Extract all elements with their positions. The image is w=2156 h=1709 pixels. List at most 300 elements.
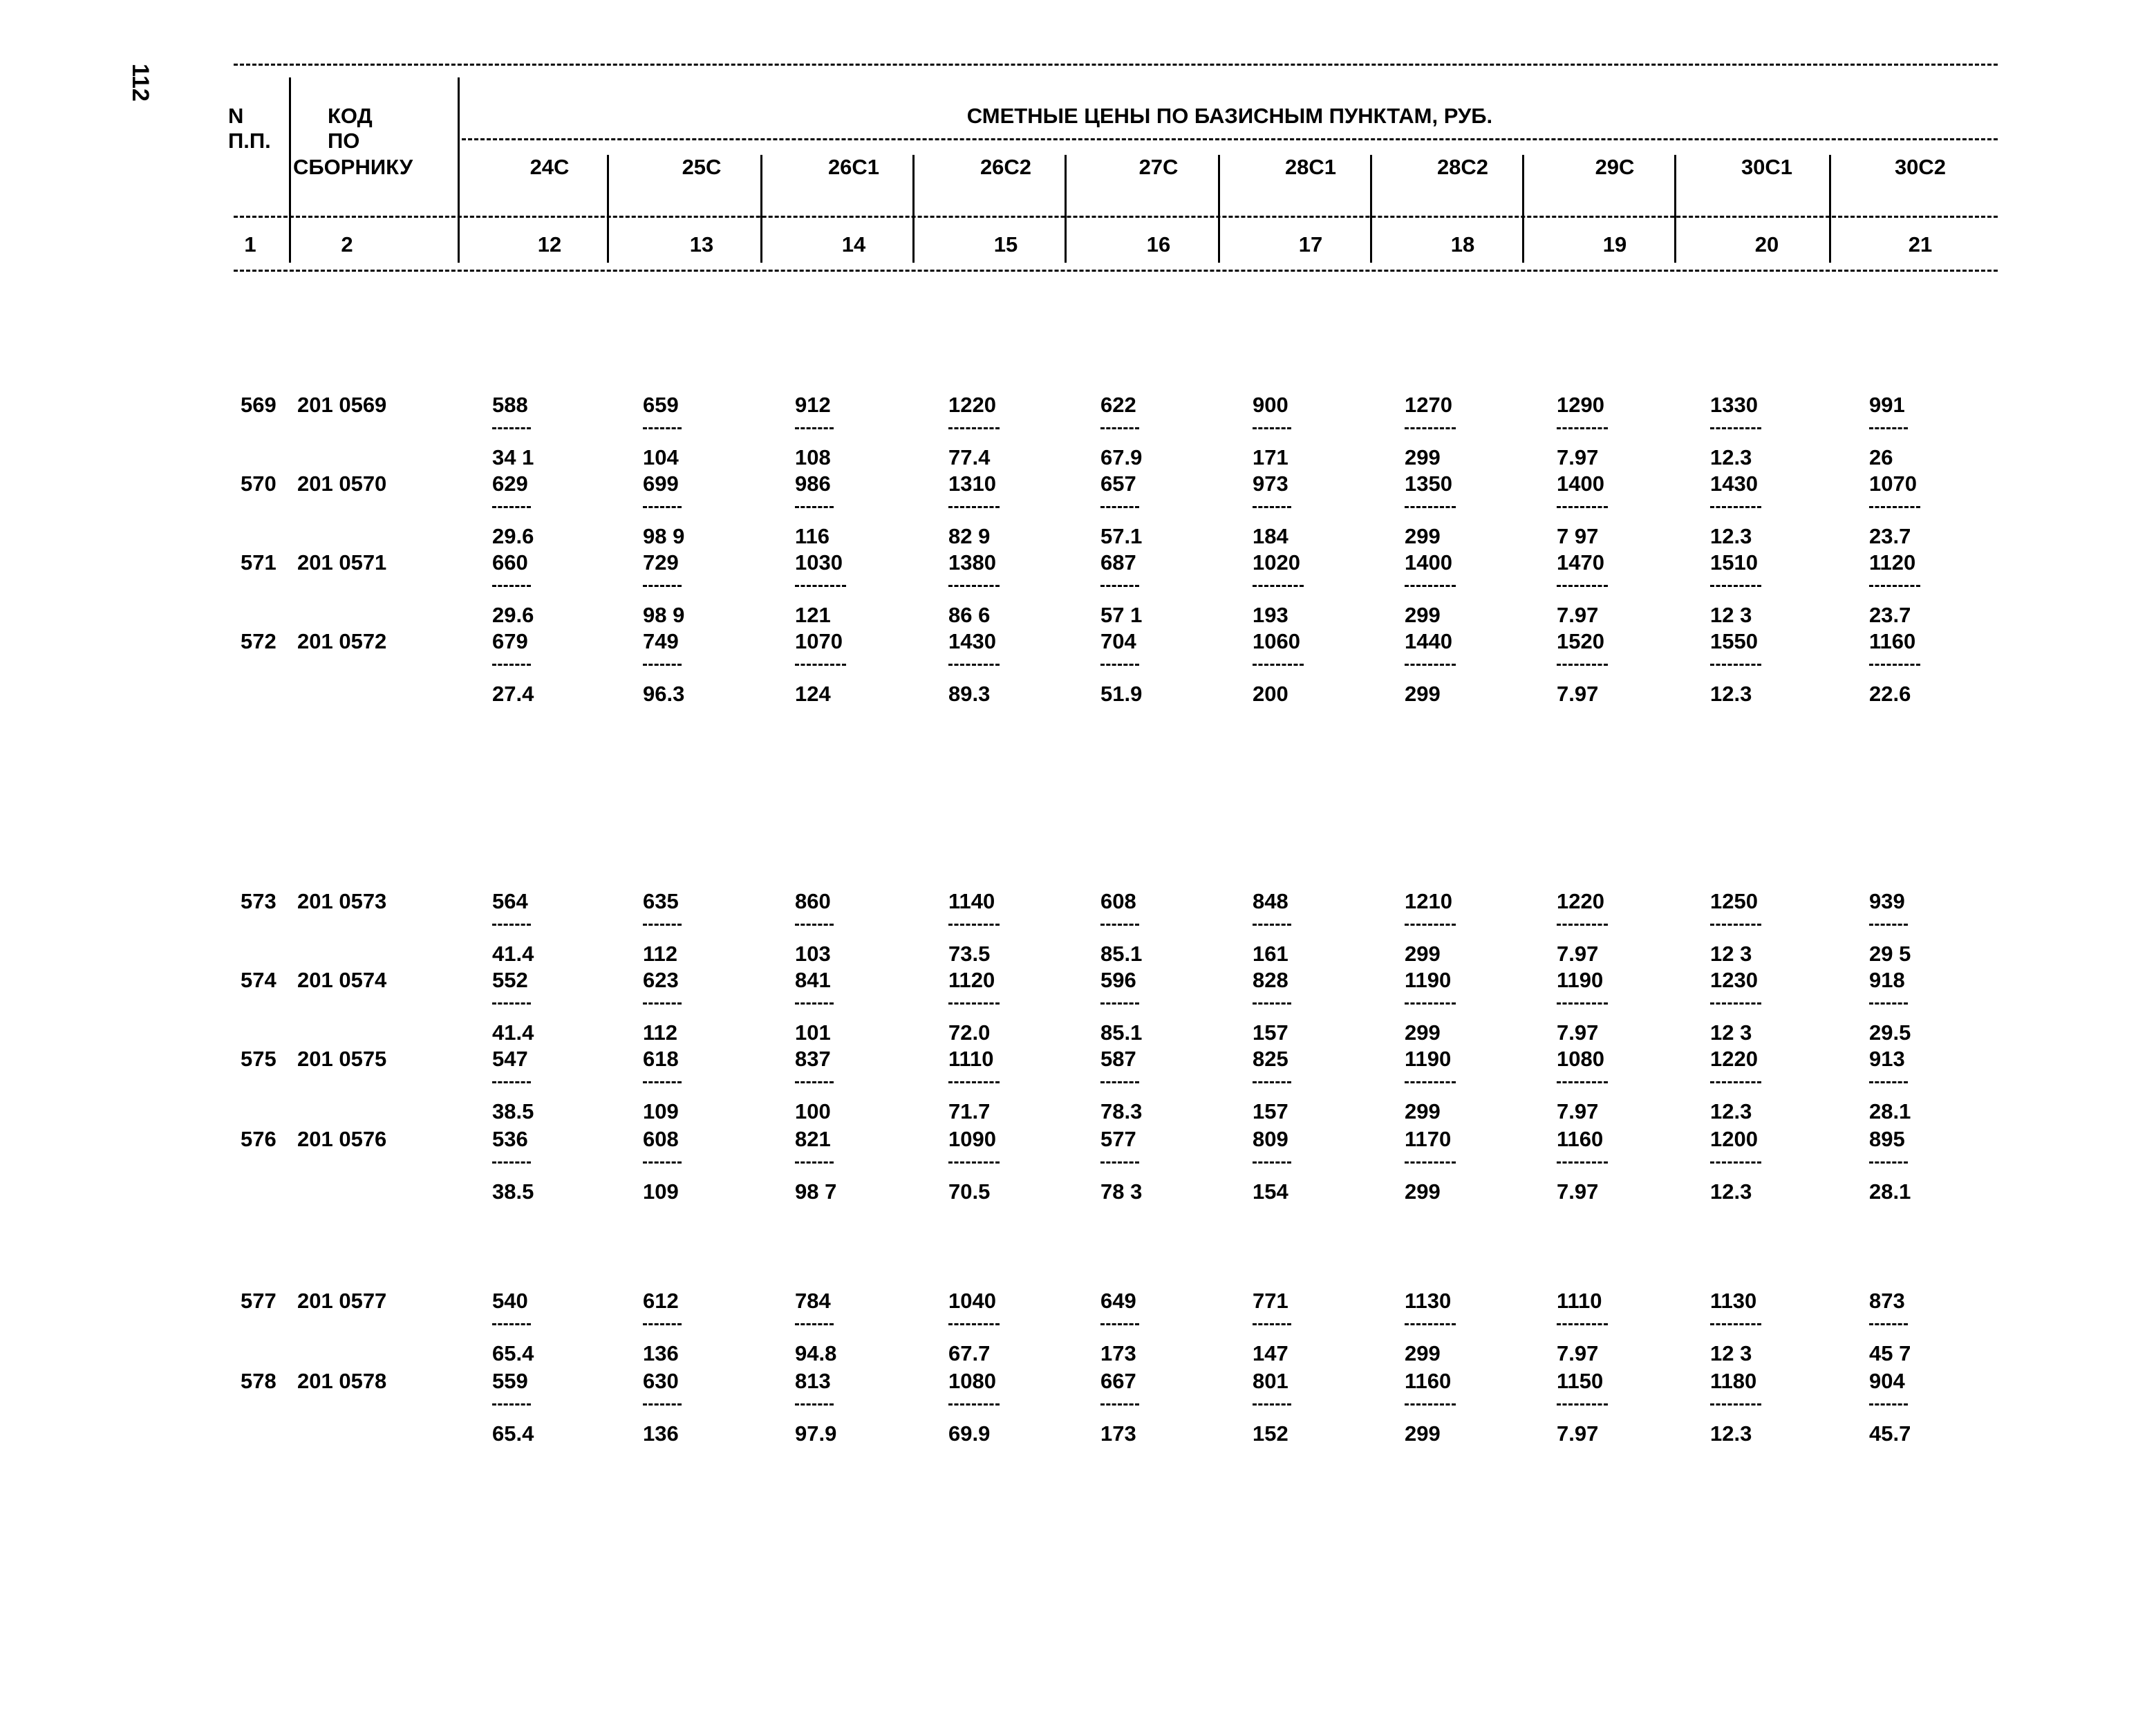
price-bottom: 112 <box>643 1020 678 1045</box>
header-point-5: 28С1 <box>1284 155 1337 179</box>
price-bottom: 51.9 <box>1100 682 1143 706</box>
fraction-dash <box>1405 1161 1456 1164</box>
fraction-dash <box>795 1323 834 1325</box>
price-bottom: 12 3 <box>1710 942 1752 966</box>
fraction-dash <box>1710 924 1761 926</box>
price-bottom: 38.5 <box>492 1099 534 1123</box>
fraction-dash <box>1405 1081 1456 1083</box>
fraction-dash <box>1869 1323 1908 1325</box>
fraction-dash <box>492 1323 531 1325</box>
fraction-dash <box>948 1002 1000 1005</box>
price-bottom: 299 <box>1405 1020 1441 1045</box>
price-top: 1060 <box>1253 629 1300 653</box>
fraction-dash <box>1100 1081 1139 1083</box>
row-number: 577 <box>241 1289 276 1313</box>
price-bottom: 28.1 <box>1869 1179 1911 1204</box>
fraction-dash <box>1710 506 1761 508</box>
price-bottom: 121 <box>795 603 831 627</box>
header-column-number: 14 <box>841 232 866 256</box>
price-bottom: 108 <box>795 445 831 469</box>
price-bottom: 29.6 <box>492 524 534 548</box>
price-top: 1550 <box>1710 629 1758 653</box>
price-bottom: 98 9 <box>643 524 685 548</box>
price-top: 841 <box>795 968 831 992</box>
price-top: 540 <box>492 1289 528 1313</box>
price-bottom: 147 <box>1253 1341 1288 1365</box>
fraction-dash <box>492 585 531 587</box>
price-bottom: 161 <box>1253 942 1288 966</box>
row-number: 570 <box>241 471 276 496</box>
header-sbornik-label: СБОРНИКУ <box>293 155 413 179</box>
price-top: 649 <box>1100 1289 1136 1313</box>
fraction-dash <box>1253 1323 1291 1325</box>
price-bottom: 57 1 <box>1100 603 1143 627</box>
fraction-dash <box>1100 585 1139 587</box>
fraction-dash <box>948 1403 1000 1406</box>
price-top: 1020 <box>1253 550 1300 575</box>
price-bottom: 22.6 <box>1869 682 1911 706</box>
fraction-dash <box>948 664 1000 666</box>
fraction-dash <box>492 1403 531 1406</box>
fraction-dash <box>1710 664 1761 666</box>
price-bottom: 12 3 <box>1710 1341 1752 1365</box>
price-bottom: 45 7 <box>1869 1341 1911 1365</box>
fraction-dash <box>492 1002 531 1005</box>
price-bottom: 67.7 <box>948 1341 991 1365</box>
price-top: 1110 <box>948 1047 994 1071</box>
price-top: 1170 <box>1405 1127 1452 1151</box>
fraction-dash <box>948 585 1000 587</box>
header-column-number: 18 <box>1450 232 1475 256</box>
price-bottom: 12.3 <box>1710 682 1752 706</box>
price-bottom: 69.9 <box>948 1421 991 1446</box>
price-top: 1290 <box>1557 393 1604 417</box>
price-bottom: 67.9 <box>1100 445 1143 469</box>
header-column-number: 21 <box>1908 232 1933 256</box>
price-top: 1430 <box>948 629 996 653</box>
fraction-dash <box>1100 1403 1139 1406</box>
header-point-6: 28С2 <box>1436 155 1489 179</box>
price-top: 1190 <box>1405 1047 1452 1071</box>
price-bottom: 23.7 <box>1869 524 1911 548</box>
price-bottom: 29 5 <box>1869 942 1911 966</box>
row-code: 201 0577 <box>297 1289 387 1313</box>
fraction-dash <box>643 1323 682 1325</box>
price-top: 749 <box>643 629 679 653</box>
header-column-number: 15 <box>993 232 1018 256</box>
price-bottom: 299 <box>1405 682 1441 706</box>
price-bottom: 7.97 <box>1557 682 1599 706</box>
price-top: 1200 <box>1710 1127 1758 1151</box>
fraction-dash <box>948 1081 1000 1083</box>
price-top: 660 <box>492 550 528 575</box>
price-top: 1160 <box>1869 629 1916 653</box>
price-top: 821 <box>795 1127 831 1151</box>
price-bottom: 152 <box>1253 1421 1288 1446</box>
row-code: 201 0573 <box>297 889 387 913</box>
price-bottom: 7 97 <box>1557 524 1599 548</box>
price-bottom: 12.3 <box>1710 445 1752 469</box>
price-bottom: 34 1 <box>492 445 534 469</box>
fraction-dash <box>1869 506 1920 508</box>
price-bottom: 78.3 <box>1100 1099 1143 1123</box>
price-top: 784 <box>795 1289 831 1313</box>
fraction-dash <box>492 506 531 508</box>
fraction-dash <box>795 1403 834 1406</box>
price-top: 809 <box>1253 1127 1288 1151</box>
price-top: 986 <box>795 471 831 496</box>
price-bottom: 157 <box>1253 1099 1288 1123</box>
fraction-dash <box>1869 585 1920 587</box>
fraction-dash <box>1100 427 1139 429</box>
fraction-dash <box>492 427 531 429</box>
fraction-dash <box>1100 1002 1139 1005</box>
price-bottom: 173 <box>1100 1421 1136 1446</box>
header-column-number: 1 <box>244 232 256 256</box>
price-top: 630 <box>643 1369 679 1393</box>
fraction-dash <box>1869 664 1920 666</box>
fraction-dash <box>1869 427 1908 429</box>
price-bottom: 85.1 <box>1100 1020 1143 1045</box>
price-top: 904 <box>1869 1369 1905 1393</box>
fraction-dash <box>1405 664 1456 666</box>
price-bottom: 7.97 <box>1557 942 1599 966</box>
price-bottom: 299 <box>1405 1421 1441 1446</box>
fraction-dash <box>492 1161 531 1164</box>
price-top: 679 <box>492 629 528 653</box>
price-top: 552 <box>492 968 528 992</box>
price-bottom: 38.5 <box>492 1179 534 1204</box>
price-bottom: 82 9 <box>948 524 991 548</box>
fraction-dash <box>1869 1161 1908 1164</box>
price-bottom: 184 <box>1253 524 1288 548</box>
fraction-dash <box>643 1002 682 1005</box>
price-bottom: 65.4 <box>492 1341 534 1365</box>
price-top: 912 <box>795 393 831 417</box>
price-bottom: 299 <box>1405 1179 1441 1204</box>
price-top: 608 <box>643 1127 679 1151</box>
row-number: 574 <box>241 968 276 992</box>
fraction-dash <box>1253 1403 1291 1406</box>
row-code: 201 0570 <box>297 471 387 496</box>
price-top: 657 <box>1100 471 1136 496</box>
fraction-dash <box>1710 1081 1761 1083</box>
price-bottom: 12 3 <box>1710 603 1752 627</box>
price-top: 1440 <box>1405 629 1452 653</box>
fraction-dash <box>1253 506 1291 508</box>
price-bottom: 157 <box>1253 1020 1288 1045</box>
fraction-dash <box>1405 585 1456 587</box>
price-bottom: 101 <box>795 1020 831 1045</box>
fraction-dash <box>643 664 682 666</box>
fraction-dash <box>1100 664 1139 666</box>
price-bottom: 71.7 <box>948 1099 991 1123</box>
price-bottom: 7.97 <box>1557 603 1599 627</box>
price-bottom: 112 <box>643 942 678 966</box>
header-mid-rule <box>462 138 1998 140</box>
price-top: 587 <box>1100 1047 1136 1071</box>
fraction-dash <box>1253 1161 1291 1164</box>
fraction-dash <box>1405 1002 1456 1005</box>
price-top: 729 <box>643 550 679 575</box>
price-top: 667 <box>1100 1369 1136 1393</box>
header-column-number: 2 <box>341 232 353 256</box>
fraction-dash <box>643 1161 682 1164</box>
fraction-dash <box>643 585 682 587</box>
price-bottom: 7.97 <box>1557 1099 1599 1123</box>
fraction-dash <box>795 1081 834 1083</box>
fraction-dash <box>948 924 1000 926</box>
fraction-dash <box>948 1161 1000 1164</box>
price-bottom: 12.3 <box>1710 1421 1752 1446</box>
price-top: 1180 <box>1710 1369 1757 1393</box>
price-top: 635 <box>643 889 679 913</box>
header-column-number: 12 <box>537 232 562 256</box>
price-top: 1070 <box>795 629 843 653</box>
fraction-dash <box>795 427 834 429</box>
row-number: 571 <box>241 550 276 575</box>
price-bottom: 12.3 <box>1710 1179 1752 1204</box>
header-title: СМЕТНЫЕ ЦЕНЫ ПО БАЗИСНЫМ ПУНКТАМ, РУБ. <box>966 104 1493 128</box>
price-bottom: 97.9 <box>795 1421 837 1446</box>
price-bottom: 7.97 <box>1557 445 1599 469</box>
price-bottom: 85.1 <box>1100 942 1143 966</box>
price-bottom: 29.6 <box>492 603 534 627</box>
header-point-7: 29С <box>1595 155 1635 179</box>
price-top: 1160 <box>1405 1369 1452 1393</box>
price-bottom: 41.4 <box>492 1020 534 1045</box>
row-number: 578 <box>241 1369 276 1393</box>
price-top: 1190 <box>1405 968 1452 992</box>
header-bottom-rule <box>234 270 1998 272</box>
fraction-dash <box>1557 1403 1608 1406</box>
price-top: 1250 <box>1710 889 1758 913</box>
price-bottom: 70.5 <box>948 1179 991 1204</box>
row-number: 573 <box>241 889 276 913</box>
price-top: 699 <box>643 471 679 496</box>
price-top: 1160 <box>1557 1127 1604 1151</box>
price-bottom: 12 3 <box>1710 1020 1752 1045</box>
price-top: 564 <box>492 889 528 913</box>
fraction-dash <box>492 1081 531 1083</box>
price-top: 687 <box>1100 550 1136 575</box>
row-number: 569 <box>241 393 276 417</box>
fraction-dash <box>1557 1161 1608 1164</box>
price-top: 828 <box>1253 968 1288 992</box>
fraction-dash <box>1253 924 1291 926</box>
price-bottom: 299 <box>1405 445 1441 469</box>
price-top: 1080 <box>948 1369 996 1393</box>
price-top: 1270 <box>1405 393 1452 417</box>
price-bottom: 109 <box>643 1099 679 1123</box>
fraction-dash <box>1557 924 1608 926</box>
price-bottom: 73.5 <box>948 942 991 966</box>
header-column-number: 16 <box>1146 232 1171 256</box>
fraction-dash <box>1405 427 1456 429</box>
price-bottom: 299 <box>1405 1099 1441 1123</box>
fraction-dash <box>1710 427 1761 429</box>
price-top: 939 <box>1869 889 1905 913</box>
price-top: 1090 <box>948 1127 996 1151</box>
price-bottom: 45.7 <box>1869 1421 1911 1446</box>
fraction-dash <box>1557 585 1608 587</box>
header-point-9: 30С2 <box>1894 155 1947 179</box>
price-top: 588 <box>492 393 528 417</box>
price-bottom: 299 <box>1405 603 1441 627</box>
price-top: 1110 <box>1557 1289 1602 1313</box>
fraction-dash <box>1557 506 1608 508</box>
fraction-dash <box>643 427 682 429</box>
header-point-1: 25С <box>682 155 722 179</box>
price-top: 1400 <box>1557 471 1604 496</box>
header-column-number: 19 <box>1602 232 1627 256</box>
price-top: 1120 <box>1869 550 1916 575</box>
price-top: 1040 <box>948 1289 996 1313</box>
row-number: 575 <box>241 1047 276 1071</box>
price-top: 1520 <box>1557 629 1604 653</box>
fraction-dash <box>1557 1081 1608 1083</box>
price-bottom: 72.0 <box>948 1020 991 1045</box>
header-po-label: ПО <box>328 129 360 153</box>
fraction-dash <box>643 924 682 926</box>
price-top: 991 <box>1869 393 1905 417</box>
price-top: 813 <box>795 1369 831 1393</box>
price-top: 1380 <box>948 550 996 575</box>
price-bottom: 27.4 <box>492 682 534 706</box>
fraction-dash <box>1869 924 1908 926</box>
price-top: 873 <box>1869 1289 1905 1313</box>
price-bottom: 57.1 <box>1100 524 1143 548</box>
price-bottom: 65.4 <box>492 1421 534 1446</box>
price-bottom: 89.3 <box>948 682 991 706</box>
price-top: 629 <box>492 471 528 496</box>
header-column-number: 13 <box>689 232 714 256</box>
price-bottom: 7.97 <box>1557 1341 1599 1365</box>
price-top: 1150 <box>1557 1369 1604 1393</box>
price-bottom: 41.4 <box>492 942 534 966</box>
fraction-dash <box>1557 427 1608 429</box>
price-top: 1190 <box>1557 968 1604 992</box>
fraction-dash <box>1710 1002 1761 1005</box>
header-point-3: 26С2 <box>979 155 1032 179</box>
row-code: 201 0576 <box>297 1127 387 1151</box>
row-code: 201 0578 <box>297 1369 387 1393</box>
price-bottom: 299 <box>1405 1341 1441 1365</box>
price-bottom: 104 <box>643 445 679 469</box>
price-bottom: 23.7 <box>1869 603 1911 627</box>
fraction-dash <box>1869 1403 1908 1406</box>
price-bottom: 7.97 <box>1557 1179 1599 1204</box>
price-bottom: 78 3 <box>1100 1179 1143 1204</box>
price-top: 618 <box>643 1047 679 1071</box>
price-bottom: 136 <box>643 1421 679 1446</box>
fraction-dash <box>492 924 531 926</box>
header-top-rule <box>234 64 1998 66</box>
price-bottom: 7.97 <box>1557 1020 1599 1045</box>
price-top: 895 <box>1869 1127 1905 1151</box>
fraction-dash <box>643 1403 682 1406</box>
fraction-dash <box>1869 1002 1908 1005</box>
fraction-dash <box>1253 1002 1291 1005</box>
fraction-dash <box>1100 924 1139 926</box>
fraction-dash <box>1710 585 1761 587</box>
price-bottom: 28.1 <box>1869 1099 1911 1123</box>
header-code-label: КОД <box>328 104 373 128</box>
header-n-label: N <box>228 104 244 128</box>
row-code: 201 0571 <box>297 550 387 575</box>
price-bottom: 98 9 <box>643 603 685 627</box>
header-point-4: 27С <box>1138 155 1179 179</box>
price-top: 1220 <box>1557 889 1604 913</box>
price-top: 1400 <box>1405 550 1452 575</box>
fraction-dash <box>1405 506 1456 508</box>
price-bottom: 100 <box>795 1099 831 1123</box>
fraction-dash <box>948 427 1000 429</box>
fraction-dash <box>1405 924 1456 926</box>
price-top: 608 <box>1100 889 1136 913</box>
header-column-number: 17 <box>1298 232 1323 256</box>
fraction-dash <box>795 1002 834 1005</box>
price-top: 1350 <box>1405 471 1452 496</box>
row-code: 201 0575 <box>297 1047 387 1071</box>
fraction-dash <box>1710 1323 1761 1325</box>
fraction-dash <box>1710 1161 1761 1164</box>
fraction-dash <box>948 506 1000 508</box>
price-top: 612 <box>643 1289 679 1313</box>
price-top: 547 <box>492 1047 528 1071</box>
row-code: 201 0572 <box>297 629 387 653</box>
fraction-dash <box>1100 506 1139 508</box>
price-top: 659 <box>643 393 679 417</box>
fraction-dash <box>1710 1403 1761 1406</box>
price-top: 536 <box>492 1127 528 1151</box>
row-code: 201 0574 <box>297 968 387 992</box>
price-bottom: 7.97 <box>1557 1421 1599 1446</box>
price-top: 623 <box>643 968 679 992</box>
price-bottom: 12.3 <box>1710 524 1752 548</box>
price-bottom: 109 <box>643 1179 679 1204</box>
price-top: 1030 <box>795 550 843 575</box>
price-bottom: 154 <box>1253 1179 1288 1204</box>
price-top: 704 <box>1100 629 1136 653</box>
price-bottom: 26 <box>1869 445 1893 469</box>
header-point-0: 24С <box>529 155 570 179</box>
price-bottom: 94.8 <box>795 1341 837 1365</box>
header-lower-rule <box>234 216 1998 218</box>
price-top: 913 <box>1869 1047 1905 1071</box>
price-top: 1510 <box>1710 550 1758 575</box>
price-top: 973 <box>1253 471 1288 496</box>
price-top: 1470 <box>1557 550 1604 575</box>
price-top: 1220 <box>948 393 996 417</box>
fraction-dash <box>795 1161 834 1164</box>
price-top: 559 <box>492 1369 528 1393</box>
fraction-dash <box>1253 664 1304 666</box>
price-bottom: 86 6 <box>948 603 991 627</box>
price-top: 900 <box>1253 393 1288 417</box>
header-point-2: 26С1 <box>827 155 880 179</box>
price-top: 848 <box>1253 889 1288 913</box>
page-number: 112 <box>127 64 153 102</box>
price-top: 1310 <box>948 471 996 496</box>
price-bottom: 299 <box>1405 942 1441 966</box>
fraction-dash <box>1405 1323 1456 1325</box>
price-top: 1220 <box>1710 1047 1758 1071</box>
fraction-dash <box>643 506 682 508</box>
price-top: 596 <box>1100 968 1136 992</box>
price-top: 771 <box>1253 1289 1288 1313</box>
price-bottom: 77.4 <box>948 445 991 469</box>
